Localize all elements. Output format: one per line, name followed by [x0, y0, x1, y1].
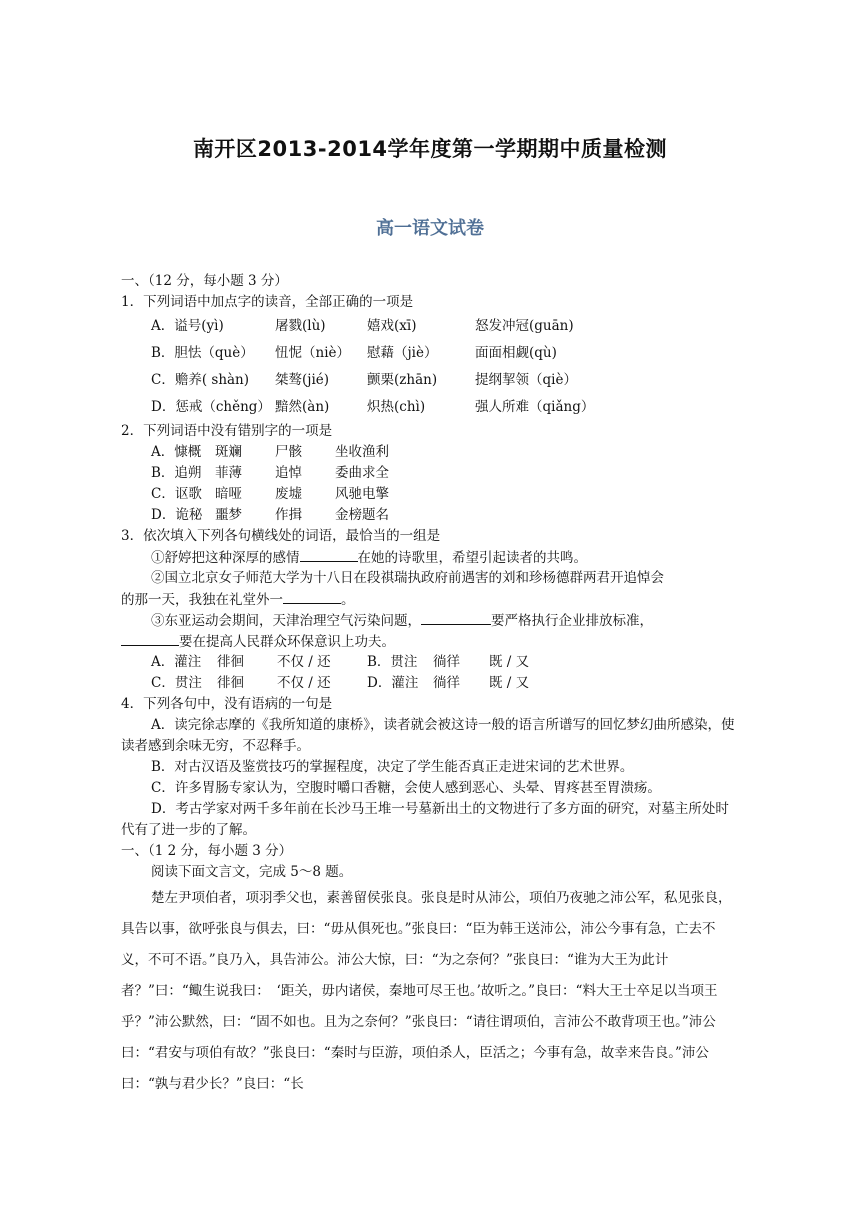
q3-opt-c-2: 徘徊 [217, 675, 244, 691]
q3-opt-b-1: B．贯注 [367, 654, 418, 670]
q3-opt-c-1: C．贯注 [151, 675, 202, 691]
q3-opt-d-2: 徜徉 [433, 675, 460, 691]
q2c-4: 风驰电擎 [335, 486, 389, 502]
q1b-1: B．胆怯（què） [151, 345, 254, 361]
q2-option-b [121, 463, 741, 484]
q3-sentence-3b [121, 631, 741, 652]
q3-opt-c-3: 不仅 / 还 [277, 675, 331, 691]
q3-blank-1 [300, 547, 358, 562]
section-header: 一、（12 分，每小题 3 分） [121, 273, 288, 289]
q1b-3: 慰藉（jiè） [367, 345, 438, 361]
q1c-1: C．赡养( shàn) [151, 372, 250, 388]
q3-s2-text-b: 的那一天，我独在礼堂外一 [121, 592, 283, 608]
section-2-header: 一、（1 2 分，每小题 3 分） [121, 843, 293, 859]
q3-s1-text-b: 在她的诗歌里，希望引起读者的共鸣。 [357, 550, 587, 566]
q3-sentence-1 [121, 547, 741, 568]
q2-option-c [121, 484, 741, 505]
q3-options-row-1 [121, 652, 741, 673]
q1a-4: 怒发冲冠(guān) [475, 318, 574, 334]
q1d-3: 炽热(chì) [367, 399, 426, 415]
exam-title: 南开区2013-2014学年度第一学期期中质量检测 [192, 137, 668, 161]
q1a-3: 嬉戏(xī) [367, 318, 417, 334]
q1c-3: 颤栗(zhān) [367, 372, 438, 388]
q1a-2: 屠戮(lù) [275, 318, 326, 334]
question-1-stem: 1．下列词语中加点字的读音，全部正确的一项是 [121, 294, 414, 310]
q3-opt-a-3: 不仅 / 还 [277, 654, 331, 670]
q1b-2: 忸怩（niè） [275, 345, 351, 361]
section-2-intro: 阅读下面文言文，完成 5～8 题。 [151, 864, 353, 880]
q3-blank-4 [121, 631, 179, 646]
q3-sentence-3a [121, 610, 741, 631]
q1a-1: A．谥号(yì) [151, 318, 224, 334]
q1-option-a [121, 313, 741, 340]
exam-subtitle: 高一语文试卷 [376, 218, 484, 239]
q3-options-row-2 [121, 673, 741, 694]
q1-option-c [121, 367, 741, 394]
q3-sentence-2b [121, 589, 741, 610]
q1-option-b [121, 340, 741, 367]
q3-s3-text-a: ③东亚运动会期间，天津治理空气污染问题， [151, 613, 421, 629]
q4-option-c: C．许多胃肠专家认为，空腹时嚼口香糖，会使人感到恶心、头晕、胃疼甚至胃溃疡。 [151, 780, 661, 796]
q2c-2: 暗哑 [215, 486, 242, 502]
q2d-4: 金榜题名 [335, 507, 389, 523]
q2d-1: D．诡秘 [151, 507, 203, 523]
q2d-2: 噩梦 [215, 507, 242, 523]
q1c-2: 桀骜(jié) [275, 372, 330, 388]
q1-option-d [121, 394, 741, 421]
q3-blank-3 [421, 610, 491, 625]
q4-option-a: A．读完徐志摩的《我所知道的康桥》，读者就会被这诗一般的语言所谱写的回忆梦幻曲所感染，使读者感到余味无穷，不忍释手。 [121, 717, 735, 754]
question-2-stem: 2．下列词语中没有错别字的一项是 [121, 423, 333, 439]
q3-opt-d-1: D．灌注 [367, 675, 419, 691]
q2c-3: 废墟 [275, 486, 302, 502]
q2b-1: B．追朔 [151, 465, 202, 481]
q4-option-d: D．考古学家对两千多年前在长沙马王堆一号墓新出土的文物进行了多方面的研究，对墓主所处时代有了进一步的了解。 [121, 801, 729, 838]
q1d-1: D．惩戒（chěng） [151, 399, 271, 415]
q3-sentence-2a: ②国立北京女子师范大学为十八日在段祺瑞执政府前遇害的刘和珍杨德群两君开追悼会 [151, 570, 664, 586]
classical-passage: 楚左尹项伯者，项羽季父也，素善留侯张良。张良是时从沛公，项伯乃夜驰之沛公军，私见张良，具告以事，欲呼张良与俱去，曰：“毋从俱死也。”张良曰：“臣为韩王送沛公，沛公今事有急，亡去不义，不可不语。”良乃入，具告沛公。沛公大惊，曰：“为之奈何？”张良曰：“谁为大王为此计者？”曰：“鲰生说我曰： ‘距关，毋内诸侯，秦地可尽王也。’故听之。”良曰：“料大王士卒足以当项王乎？”沛公默然，曰：“固不如也。且为之奈何？”张良曰：“请往谓项伯，言沛公不敢背项王也。”沛公曰：“君安与项伯有故？”张良曰：“秦时与臣游，项伯杀人，臣活之；今事有急，故幸来告良。”沛公曰：“孰与君少长？”良曰：“长 [121, 890, 732, 1092]
q2d-3: 作揖 [275, 507, 302, 523]
q2-option-a [121, 442, 741, 463]
q2-option-d [121, 505, 741, 526]
question-4-stem: 4．下列各句中，没有语病的一句是 [121, 696, 333, 712]
q4-option-b: B．对古汉语及鉴赏技巧的掌握程度，决定了学生能否真正走进宋词的艺术世界。 [151, 759, 634, 775]
q1c-4: 提纲挈领（qiè） [475, 372, 577, 388]
q2c-1: C．讴歌 [151, 486, 202, 502]
q3-opt-a-1: A．灌注 [151, 654, 202, 670]
q3-opt-d-3: 既 / 又 [489, 675, 530, 691]
exam-body [121, 271, 741, 1100]
q2a-2: 斑斓 [215, 444, 242, 460]
q2b-4: 委曲求全 [335, 465, 389, 481]
q3-s1-text-a: ①舒婷把这种深厚的感情 [151, 550, 300, 566]
q3-s3-text-b: 要严格执行企业排放标准， [491, 613, 653, 629]
q3-opt-b-3: 既 / 又 [489, 654, 530, 670]
q2b-3: 追悼 [275, 465, 302, 481]
q3-s2-text-c: 。 [341, 592, 355, 608]
q1d-2: 黯然(àn) [275, 399, 330, 415]
q3-opt-b-2: 徜徉 [433, 654, 460, 670]
q3-opt-a-2: 徘徊 [217, 654, 244, 670]
q2a-3: 尸骸 [275, 444, 302, 460]
q1d-4: 强人所难（qiǎng） [475, 399, 595, 415]
q3-blank-2 [283, 589, 341, 604]
q1b-4: 面面相觑(qù) [475, 345, 557, 361]
q2a-1: A．慷概 [151, 444, 202, 460]
question-3-stem: 3．依次填入下列各句横线处的词语，最恰当的一组是 [121, 528, 441, 544]
q3-s3-text-c: 要在提高人民群众环保意识上功夫。 [179, 634, 395, 650]
q2a-4: 坐收渔利 [335, 444, 389, 460]
q2b-2: 菲薄 [215, 465, 242, 481]
